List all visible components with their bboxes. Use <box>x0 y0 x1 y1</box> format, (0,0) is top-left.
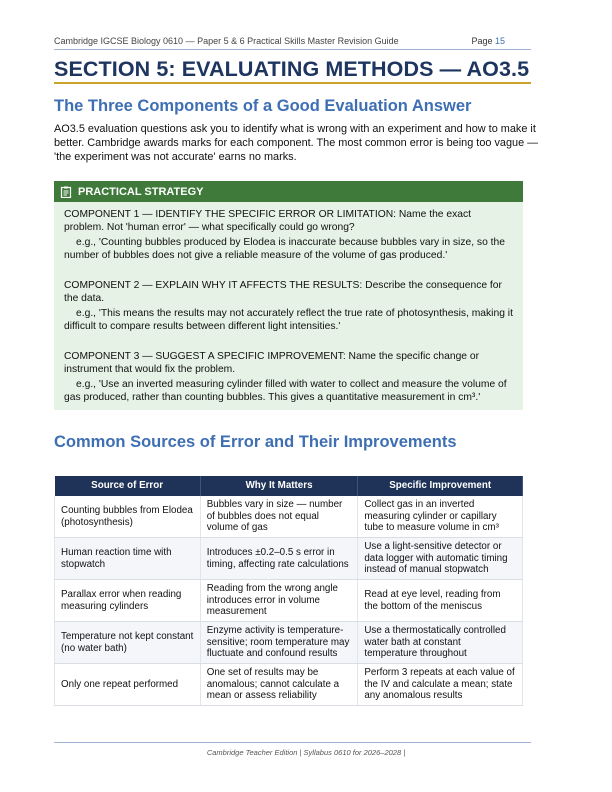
table-cell: Read at eye level, reading from the bottom of the meniscus <box>358 580 523 622</box>
footer-divider <box>54 742 531 743</box>
component-example: e.g., 'Counting bubbles produced by Elodea is inaccurate because bubbles vary in size, so the number of bubbles does not give a reliable measure of the volume of gas produced.' <box>64 237 505 261</box>
component-block <box>64 279 513 333</box>
heading-sources-of-error: Common Sources of Error and Their Improvements <box>54 433 457 451</box>
practical-strategy-box <box>54 181 523 410</box>
strategy-title: PRACTICAL STRATEGY <box>78 185 204 198</box>
strategy-header <box>54 181 523 202</box>
component-text: COMPONENT 2 — EXPLAIN WHY IT AFFECTS THE RESULTS: Describe the consequence for the data. <box>64 280 502 304</box>
page-header <box>54 36 531 46</box>
page-number: 15 <box>494 36 505 46</box>
table-row <box>55 580 523 622</box>
table-cell: Collect gas in an inverted measuring cylinder or capillary tube to measure volume in cm³ <box>358 496 523 538</box>
page-label: Page <box>471 36 493 46</box>
header-title: Cambridge IGCSE Biology 0610 — Paper 5 & 6 Practical Skills Master Revision Guide <box>54 36 399 46</box>
column-header: Why It Matters <box>200 476 358 496</box>
component-example: e.g., 'Use an inverted measuring cylinder filled with water to collect and measure the volume of gas produced, rather than counting bubbles. This gives a quantitative measurement in cm³.' <box>64 379 507 403</box>
table-cell: Introduces ±0.2–0.5 s error in timing, affecting rate calculations <box>200 538 358 580</box>
table-row <box>55 496 523 538</box>
table-cell: Counting bubbles from Elodea (photosynthesis) <box>55 496 201 538</box>
table-cell: Bubbles vary in size — number of bubbles does not equal volume of gas <box>200 496 358 538</box>
table-cell: Enzyme activity is temperature-sensitive; room temperature may fluctuate and confound results <box>200 622 358 664</box>
strategy-body <box>54 202 523 404</box>
table-row <box>55 622 523 664</box>
errors-table <box>54 476 523 706</box>
component-text: COMPONENT 3 — SUGGEST A SPECIFIC IMPROVEMENT: Name the specific change or instrument that would fix the problem. <box>64 351 480 375</box>
page-indicator <box>471 36 531 46</box>
page-footer: Cambridge Teacher Edition | Syllabus 0610 for 2026–2028 | <box>206 748 406 757</box>
component-block <box>64 350 513 404</box>
title-divider <box>54 82 531 84</box>
table-row <box>55 538 523 580</box>
table-cell: One set of results may be anomalous; cannot calculate a mean or assess reliability <box>200 664 358 706</box>
section-title: SECTION 5: EVALUATING METHODS — AO3.5 <box>54 57 530 81</box>
table-cell: Only one repeat performed <box>55 664 201 706</box>
table-row <box>55 664 523 706</box>
table-cell: Parallax error when reading measuring cylinders <box>55 580 201 622</box>
component-block <box>64 208 513 262</box>
table-cell: Human reaction time with stopwatch <box>55 538 201 580</box>
table-cell: Use a light-sensitive detector or data logger with automatic timing instead of manual stopwatch <box>358 538 523 580</box>
column-header: Specific Improvement <box>358 476 523 496</box>
heading-evaluation-components: The Three Components of a Good Evaluation Answer <box>54 97 472 115</box>
table-header-row <box>55 476 523 496</box>
component-example: e.g., 'This means the results may not accurately reflect the true rate of photosynthesis, making it difficult to compare results between different light intensities.' <box>64 308 513 332</box>
table-cell: Temperature not kept constant (no water bath) <box>55 622 201 664</box>
component-text: COMPONENT 1 — IDENTIFY THE SPECIFIC ERROR OR LIMITATION: Name the exact problem. Not 'human error' — what specifically could go wrong? <box>64 209 471 233</box>
table-cell: Use a thermostatically controlled water bath at constant temperature throughout <box>358 622 523 664</box>
column-header: Source of Error <box>55 476 201 496</box>
table-cell: Perform 3 repeats at each value of the IV and calculate a mean; state any anomalous results <box>358 664 523 706</box>
clipboard-icon <box>60 186 72 198</box>
intro-paragraph: AO3.5 evaluation questions ask you to identify what is wrong with an experiment and how to make it better. Cambridge awards marks for each component. The most common error is being too vague — 'the experiment was not accurate' earns no marks. <box>54 123 539 163</box>
table-cell: Reading from the wrong angle introduces error in volume measurement <box>200 580 358 622</box>
header-divider <box>54 49 531 50</box>
